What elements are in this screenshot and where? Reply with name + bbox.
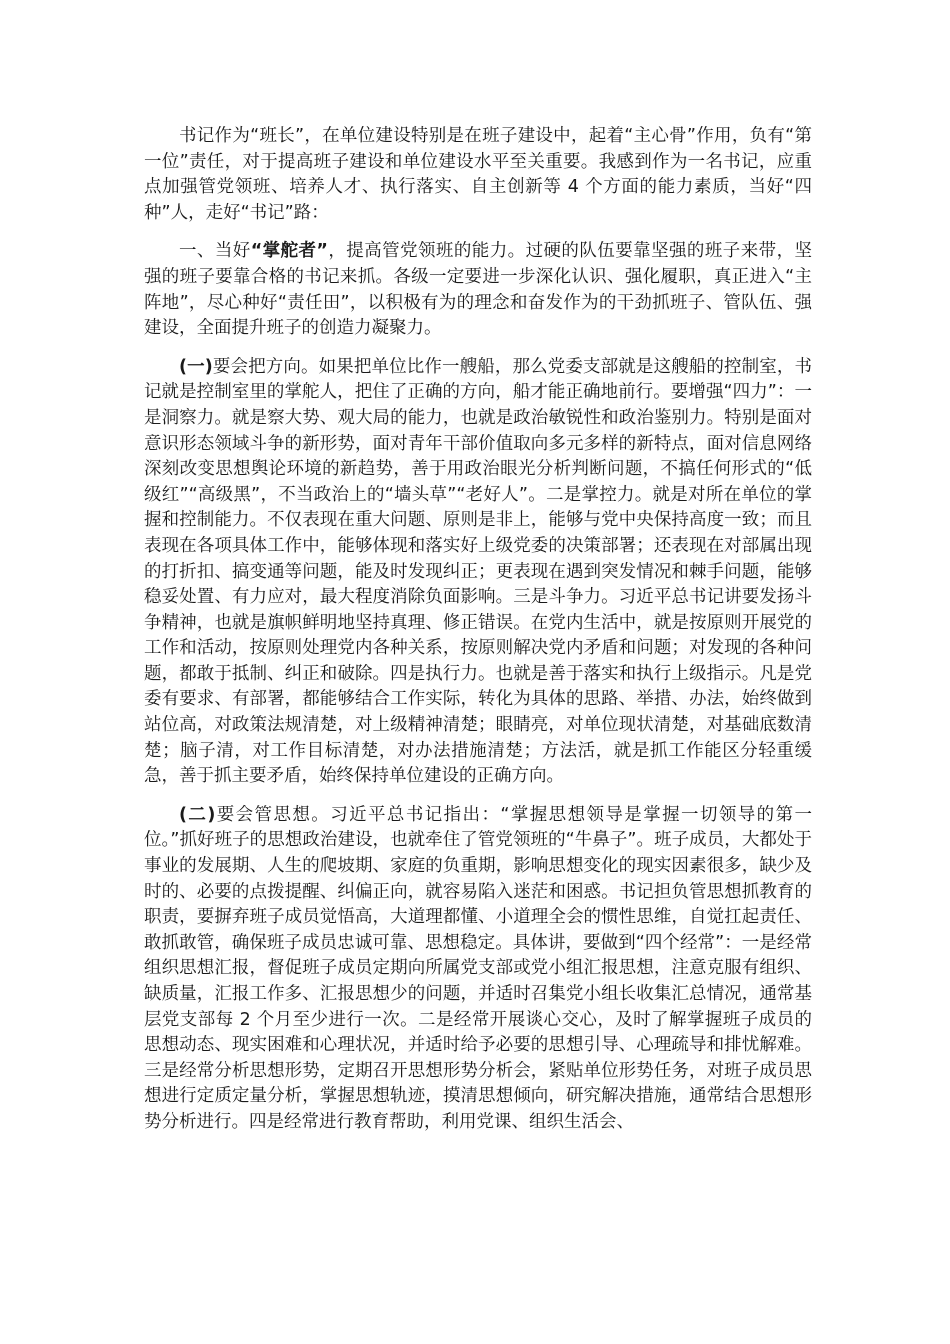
subsection-1-number: (一) <box>179 356 213 377</box>
section-1-keyword: “掌舵者” <box>250 241 328 262</box>
document-page <box>144 124 812 1149</box>
subsection-1-text: 要会把方向。如果把单位比作一艘船，那么党委支部就是这艘船的控制室，书记就是控制室里的掌舵人，把住了正确的方向，船才能正确地前行。要增强“四力”：一是洞察力。就是察大势、观大局的能力，也就是政治敏锐性和政治鉴别力。特别是面对意识形态领域斗争的新形势，面对青年干部价值取向多元多样的新特点，面对信息网络深刻改变思想舆论环境的新趋势，善于用政治眼光分析判断问题，不搞任何形式的“低级红”“高级黑”，不当政治上的“墙头草”“老好人”。二是掌控力。就是对所在单位的掌握和控制能力。不仅表现在重大问题、原则是非上，能够与党中央保持高度一致；而且表现在各项具体工作中，能够体现和落实好上级党委的决策部署；还表现在对部属出现的打折扣、搞变通等问题，能及时发现纠正；更表现在遇到突发情况和棘手问题，能够稳妥处置、有力应对，最大程度消除负面影响。三是斗争力。习近平总书记讲要发扬斗争精神，也就是旗帜鲜明地坚持真理、修正错误。在党内生活中，就是按原则开展党的工作和活动，按原则处理党内各种关系，按原则解决党内矛盾和问题；对发现的各种问题，都敢于抵制、纠正和破除。四是执行力。也就是善于落实和执行上级指示。凡是党委有要求、有部署，都能够结合工作实际，转化为具体的思路、举措、办法，始终做到站位高，对政策法规清楚，对上级精神清楚；眼睛亮，对单位现状清楚，对基础底数清楚；脑子清，对工作目标清楚，对办法措施清楚；方法活，就是抓工作能区分轻重缓急，善于抓主要矛盾，始终保持单位建设的正确方向。 <box>144 356 812 787</box>
subsection-2-number: (二) <box>179 804 216 825</box>
subsection-2-paragraph <box>144 803 812 1136</box>
subsection-1-paragraph <box>144 355 812 790</box>
section-1-prefix: 一、当好 <box>179 241 251 262</box>
section-1-paragraph <box>144 239 812 341</box>
section-1-text: ，提高管党领班的能力。过硬的队伍要靠坚强的班子来带，坚强的班子要靠合格的书记来抓。各级一定要进一步深化认识、强化履职，真正进入“主阵地”，尽心种好“责任田”，以积极有为的理念和奋发作为的干劲抓班子、管队伍、强建设，全面提升班子的创造力凝聚力。 <box>144 241 812 339</box>
intro-paragraph: 书记作为“班长”，在单位建设特别是在班子建设中，起着“主心骨”作用，负有“第一位”责任，对于提高班子建设和单位建设水平至关重要。我感到作为一名书记，应重点加强管党领班、培养人才、执行落实、自主创新等 4 个方面的能力素质，当好“四种”人，走好“书记”路： <box>144 126 812 223</box>
subsection-2-text: 要会管思想。习近平总书记指出：“掌握思想领导是掌握一切领导的第一位。”抓好班子的思想政治建设，也就牵住了管党领班的“牛鼻子”。班子成员，大都处于事业的发展期、人生的爬坡期、家庭的负重期，影响思想变化的现实因素很多，缺少及时的、必要的点拨提醒、纠偏正向，就容易陷入迷茫和困惑。书记担负管思想抓教育的职责，要摒弃班子成员觉悟高，大道理都懂、小道理全会的惯性思维，自觉扛起责任、敢抓敢管，确保班子成员忠诚可靠、思想稳定。具体讲，要做到“四个经常”：一是经常组织思想汇报，督促班子成员定期向所属党支部或党小组汇报思想，注意克服有组织、缺质量，汇报工作多、汇报思想少的问题，并适时召集党小组长收集汇总情况，通常基层党支部每 2 个月至少进行一次。二是经常开展谈心交心，及时了解掌握班子成员的思想动态、现实困难和心理状况，并适时给予必要的思想引导、心理疏导和排忧解难。三是经常分析思想形势，定期召开思想形势分析会，紧贴单位形势任务，对班子成员思想进行定质定量分析，掌握思想轨迹，摸清思想倾向，研究解决措施，通常结合思想形势分析进行。四是经常进行教育帮助，利用党课、组织生活会、 <box>144 804 812 1132</box>
